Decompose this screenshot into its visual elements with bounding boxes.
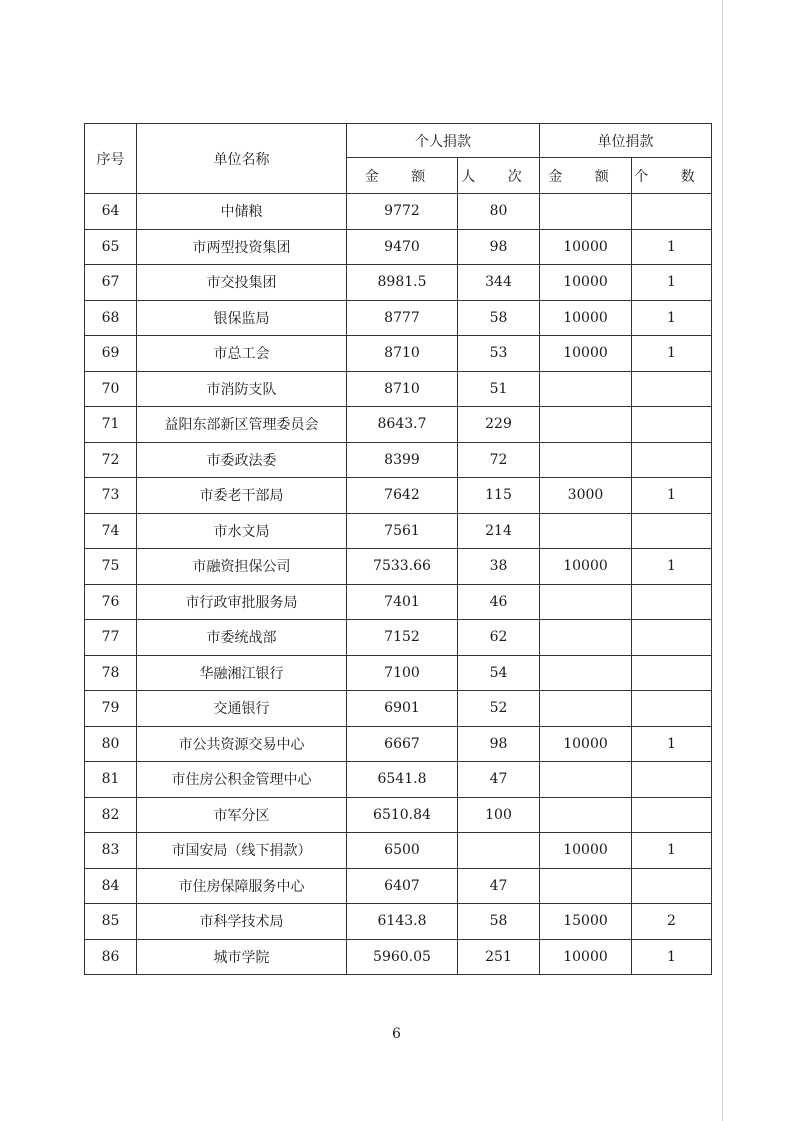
cell-personal-amount: 7533.66 bbox=[347, 549, 458, 585]
cell-seq: 67 bbox=[85, 265, 137, 301]
cell-personal-amount: 8710 bbox=[347, 371, 458, 407]
table-row bbox=[85, 194, 712, 230]
cell-seq: 65 bbox=[85, 229, 137, 265]
cell-unit-count bbox=[632, 655, 712, 691]
cell-seq: 78 bbox=[85, 655, 137, 691]
header-seq: 序号 bbox=[85, 124, 137, 194]
header-personal-amount: 金 额 bbox=[347, 158, 458, 194]
cell-personal-amount: 6901 bbox=[347, 691, 458, 727]
cell-personal-amount: 7642 bbox=[347, 478, 458, 514]
cell-unit-count bbox=[632, 513, 712, 549]
cell-unit-name: 市住房保障服务中心 bbox=[137, 868, 347, 904]
cell-personal-count: 47 bbox=[458, 762, 540, 798]
table-row bbox=[85, 762, 712, 798]
cell-personal-count bbox=[458, 833, 540, 869]
cell-seq: 74 bbox=[85, 513, 137, 549]
cell-unit-name: 市消防支队 bbox=[137, 371, 347, 407]
cell-unit-amount bbox=[540, 442, 632, 478]
table-row bbox=[85, 371, 712, 407]
cell-personal-count: 52 bbox=[458, 691, 540, 727]
cell-unit-count bbox=[632, 762, 712, 798]
cell-unit-name: 市住房公积金管理中心 bbox=[137, 762, 347, 798]
cell-unit-name: 城市学院 bbox=[137, 939, 347, 975]
cell-seq: 79 bbox=[85, 691, 137, 727]
cell-unit-name: 市融资担保公司 bbox=[137, 549, 347, 585]
table-row bbox=[85, 655, 712, 691]
cell-personal-amount: 8399 bbox=[347, 442, 458, 478]
cell-unit-count: 1 bbox=[632, 336, 712, 372]
cell-unit-amount bbox=[540, 868, 632, 904]
table-row bbox=[85, 549, 712, 585]
cell-seq: 69 bbox=[85, 336, 137, 372]
cell-seq: 81 bbox=[85, 762, 137, 798]
cell-personal-count: 62 bbox=[458, 620, 540, 656]
cell-unit-count: 1 bbox=[632, 833, 712, 869]
cell-seq: 68 bbox=[85, 300, 137, 336]
table-row bbox=[85, 691, 712, 727]
cell-unit-name: 市军分区 bbox=[137, 797, 347, 833]
cell-unit-name: 银保监局 bbox=[137, 300, 347, 336]
header-unit-donation: 单位捐款 bbox=[540, 124, 712, 158]
cell-seq: 64 bbox=[85, 194, 137, 230]
cell-unit-amount: 3000 bbox=[540, 478, 632, 514]
cell-unit-amount: 10000 bbox=[540, 549, 632, 585]
cell-unit-count bbox=[632, 194, 712, 230]
cell-seq: 71 bbox=[85, 407, 137, 443]
cell-unit-amount bbox=[540, 407, 632, 443]
cell-unit-count bbox=[632, 584, 712, 620]
cell-seq: 86 bbox=[85, 939, 137, 975]
table-row bbox=[85, 265, 712, 301]
table-row bbox=[85, 442, 712, 478]
cell-personal-amount: 8777 bbox=[347, 300, 458, 336]
cell-unit-amount: 10000 bbox=[540, 265, 632, 301]
table-row bbox=[85, 478, 712, 514]
cell-seq: 84 bbox=[85, 868, 137, 904]
cell-unit-name: 市水文局 bbox=[137, 513, 347, 549]
table-row bbox=[85, 229, 712, 265]
cell-unit-name: 交通银行 bbox=[137, 691, 347, 727]
cell-unit-amount: 10000 bbox=[540, 300, 632, 336]
table-row bbox=[85, 939, 712, 975]
cell-seq: 80 bbox=[85, 726, 137, 762]
header-unit-amount: 金 额 bbox=[540, 158, 632, 194]
cell-personal-amount: 6407 bbox=[347, 868, 458, 904]
cell-unit-amount: 10000 bbox=[540, 229, 632, 265]
cell-personal-amount: 9470 bbox=[347, 229, 458, 265]
cell-seq: 82 bbox=[85, 797, 137, 833]
cell-unit-name: 市委统战部 bbox=[137, 620, 347, 656]
cell-unit-amount bbox=[540, 371, 632, 407]
cell-unit-count: 1 bbox=[632, 229, 712, 265]
table-row bbox=[85, 300, 712, 336]
table-row bbox=[85, 868, 712, 904]
cell-personal-count: 229 bbox=[458, 407, 540, 443]
cell-unit-amount bbox=[540, 513, 632, 549]
cell-personal-amount: 7152 bbox=[347, 620, 458, 656]
cell-personal-count: 53 bbox=[458, 336, 540, 372]
cell-personal-count: 214 bbox=[458, 513, 540, 549]
cell-unit-count bbox=[632, 442, 712, 478]
cell-personal-amount: 6500 bbox=[347, 833, 458, 869]
cell-unit-amount: 10000 bbox=[540, 833, 632, 869]
cell-unit-amount bbox=[540, 691, 632, 727]
table-row bbox=[85, 726, 712, 762]
cell-unit-amount bbox=[540, 194, 632, 230]
cell-personal-amount: 6510.84 bbox=[347, 797, 458, 833]
cell-unit-amount: 10000 bbox=[540, 939, 632, 975]
cell-personal-amount: 9772 bbox=[347, 194, 458, 230]
cell-personal-count: 54 bbox=[458, 655, 540, 691]
cell-unit-amount bbox=[540, 762, 632, 798]
cell-unit-count: 2 bbox=[632, 904, 712, 940]
cell-personal-amount: 5960.05 bbox=[347, 939, 458, 975]
page-number: 6 bbox=[392, 1026, 401, 1042]
cell-unit-name: 市科学技术局 bbox=[137, 904, 347, 940]
cell-personal-amount: 7100 bbox=[347, 655, 458, 691]
table-row bbox=[85, 833, 712, 869]
page-edge-line bbox=[722, 0, 723, 1121]
cell-unit-amount bbox=[540, 797, 632, 833]
table-row bbox=[85, 904, 712, 940]
cell-personal-amount: 8643.7 bbox=[347, 407, 458, 443]
cell-unit-count bbox=[632, 620, 712, 656]
cell-unit-count: 1 bbox=[632, 549, 712, 585]
header-personal-donation: 个人捐款 bbox=[347, 124, 540, 158]
cell-unit-name: 中储粮 bbox=[137, 194, 347, 230]
cell-unit-name: 市公共资源交易中心 bbox=[137, 726, 347, 762]
cell-unit-name: 市交投集团 bbox=[137, 265, 347, 301]
cell-unit-amount bbox=[540, 584, 632, 620]
table-body bbox=[85, 194, 712, 975]
cell-unit-name: 市总工会 bbox=[137, 336, 347, 372]
cell-unit-count: 1 bbox=[632, 726, 712, 762]
cell-unit-count bbox=[632, 797, 712, 833]
cell-personal-count: 98 bbox=[458, 229, 540, 265]
cell-unit-name: 华融湘江银行 bbox=[137, 655, 347, 691]
cell-personal-count: 115 bbox=[458, 478, 540, 514]
cell-seq: 75 bbox=[85, 549, 137, 585]
cell-unit-count: 1 bbox=[632, 300, 712, 336]
table-row bbox=[85, 513, 712, 549]
header-row-1 bbox=[85, 124, 712, 158]
cell-personal-amount: 8710 bbox=[347, 336, 458, 372]
cell-seq: 70 bbox=[85, 371, 137, 407]
header-personal-count: 人 次 bbox=[458, 158, 540, 194]
cell-unit-name: 市两型投资集团 bbox=[137, 229, 347, 265]
cell-unit-amount: 10000 bbox=[540, 726, 632, 762]
cell-personal-count: 47 bbox=[458, 868, 540, 904]
cell-personal-amount: 7561 bbox=[347, 513, 458, 549]
table-row bbox=[85, 584, 712, 620]
cell-unit-amount bbox=[540, 655, 632, 691]
cell-personal-count: 72 bbox=[458, 442, 540, 478]
cell-unit-count: 1 bbox=[632, 478, 712, 514]
table-row bbox=[85, 797, 712, 833]
cell-personal-count: 344 bbox=[458, 265, 540, 301]
cell-personal-amount: 6541.8 bbox=[347, 762, 458, 798]
cell-unit-name: 市委政法委 bbox=[137, 442, 347, 478]
cell-unit-count: 1 bbox=[632, 265, 712, 301]
cell-personal-count: 46 bbox=[458, 584, 540, 620]
cell-seq: 77 bbox=[85, 620, 137, 656]
cell-personal-amount: 6143.8 bbox=[347, 904, 458, 940]
cell-unit-amount bbox=[540, 620, 632, 656]
cell-unit-count: 1 bbox=[632, 939, 712, 975]
cell-unit-count bbox=[632, 691, 712, 727]
cell-personal-count: 98 bbox=[458, 726, 540, 762]
cell-unit-name: 市国安局（线下捐款） bbox=[137, 833, 347, 869]
cell-unit-name: 市委老干部局 bbox=[137, 478, 347, 514]
cell-personal-count: 80 bbox=[458, 194, 540, 230]
cell-personal-amount: 8981.5 bbox=[347, 265, 458, 301]
header-unit-count: 个 数 bbox=[632, 158, 712, 194]
cell-seq: 72 bbox=[85, 442, 137, 478]
cell-personal-amount: 6667 bbox=[347, 726, 458, 762]
cell-seq: 85 bbox=[85, 904, 137, 940]
cell-seq: 73 bbox=[85, 478, 137, 514]
cell-personal-count: 58 bbox=[458, 904, 540, 940]
donation-table bbox=[84, 123, 712, 975]
cell-personal-count: 51 bbox=[458, 371, 540, 407]
cell-unit-count bbox=[632, 868, 712, 904]
cell-personal-count: 38 bbox=[458, 549, 540, 585]
cell-unit-count bbox=[632, 407, 712, 443]
table-row bbox=[85, 336, 712, 372]
cell-unit-name: 市行政审批服务局 bbox=[137, 584, 347, 620]
cell-unit-amount: 10000 bbox=[540, 336, 632, 372]
cell-unit-name: 益阳东部新区管理委员会 bbox=[137, 407, 347, 443]
header-unit-name: 单位名称 bbox=[137, 124, 347, 194]
cell-unit-amount: 15000 bbox=[540, 904, 632, 940]
cell-seq: 76 bbox=[85, 584, 137, 620]
table-row bbox=[85, 620, 712, 656]
cell-personal-amount: 7401 bbox=[347, 584, 458, 620]
cell-seq: 83 bbox=[85, 833, 137, 869]
cell-personal-count: 251 bbox=[458, 939, 540, 975]
table-row bbox=[85, 407, 712, 443]
cell-unit-count bbox=[632, 371, 712, 407]
cell-personal-count: 58 bbox=[458, 300, 540, 336]
cell-personal-count: 100 bbox=[458, 797, 540, 833]
